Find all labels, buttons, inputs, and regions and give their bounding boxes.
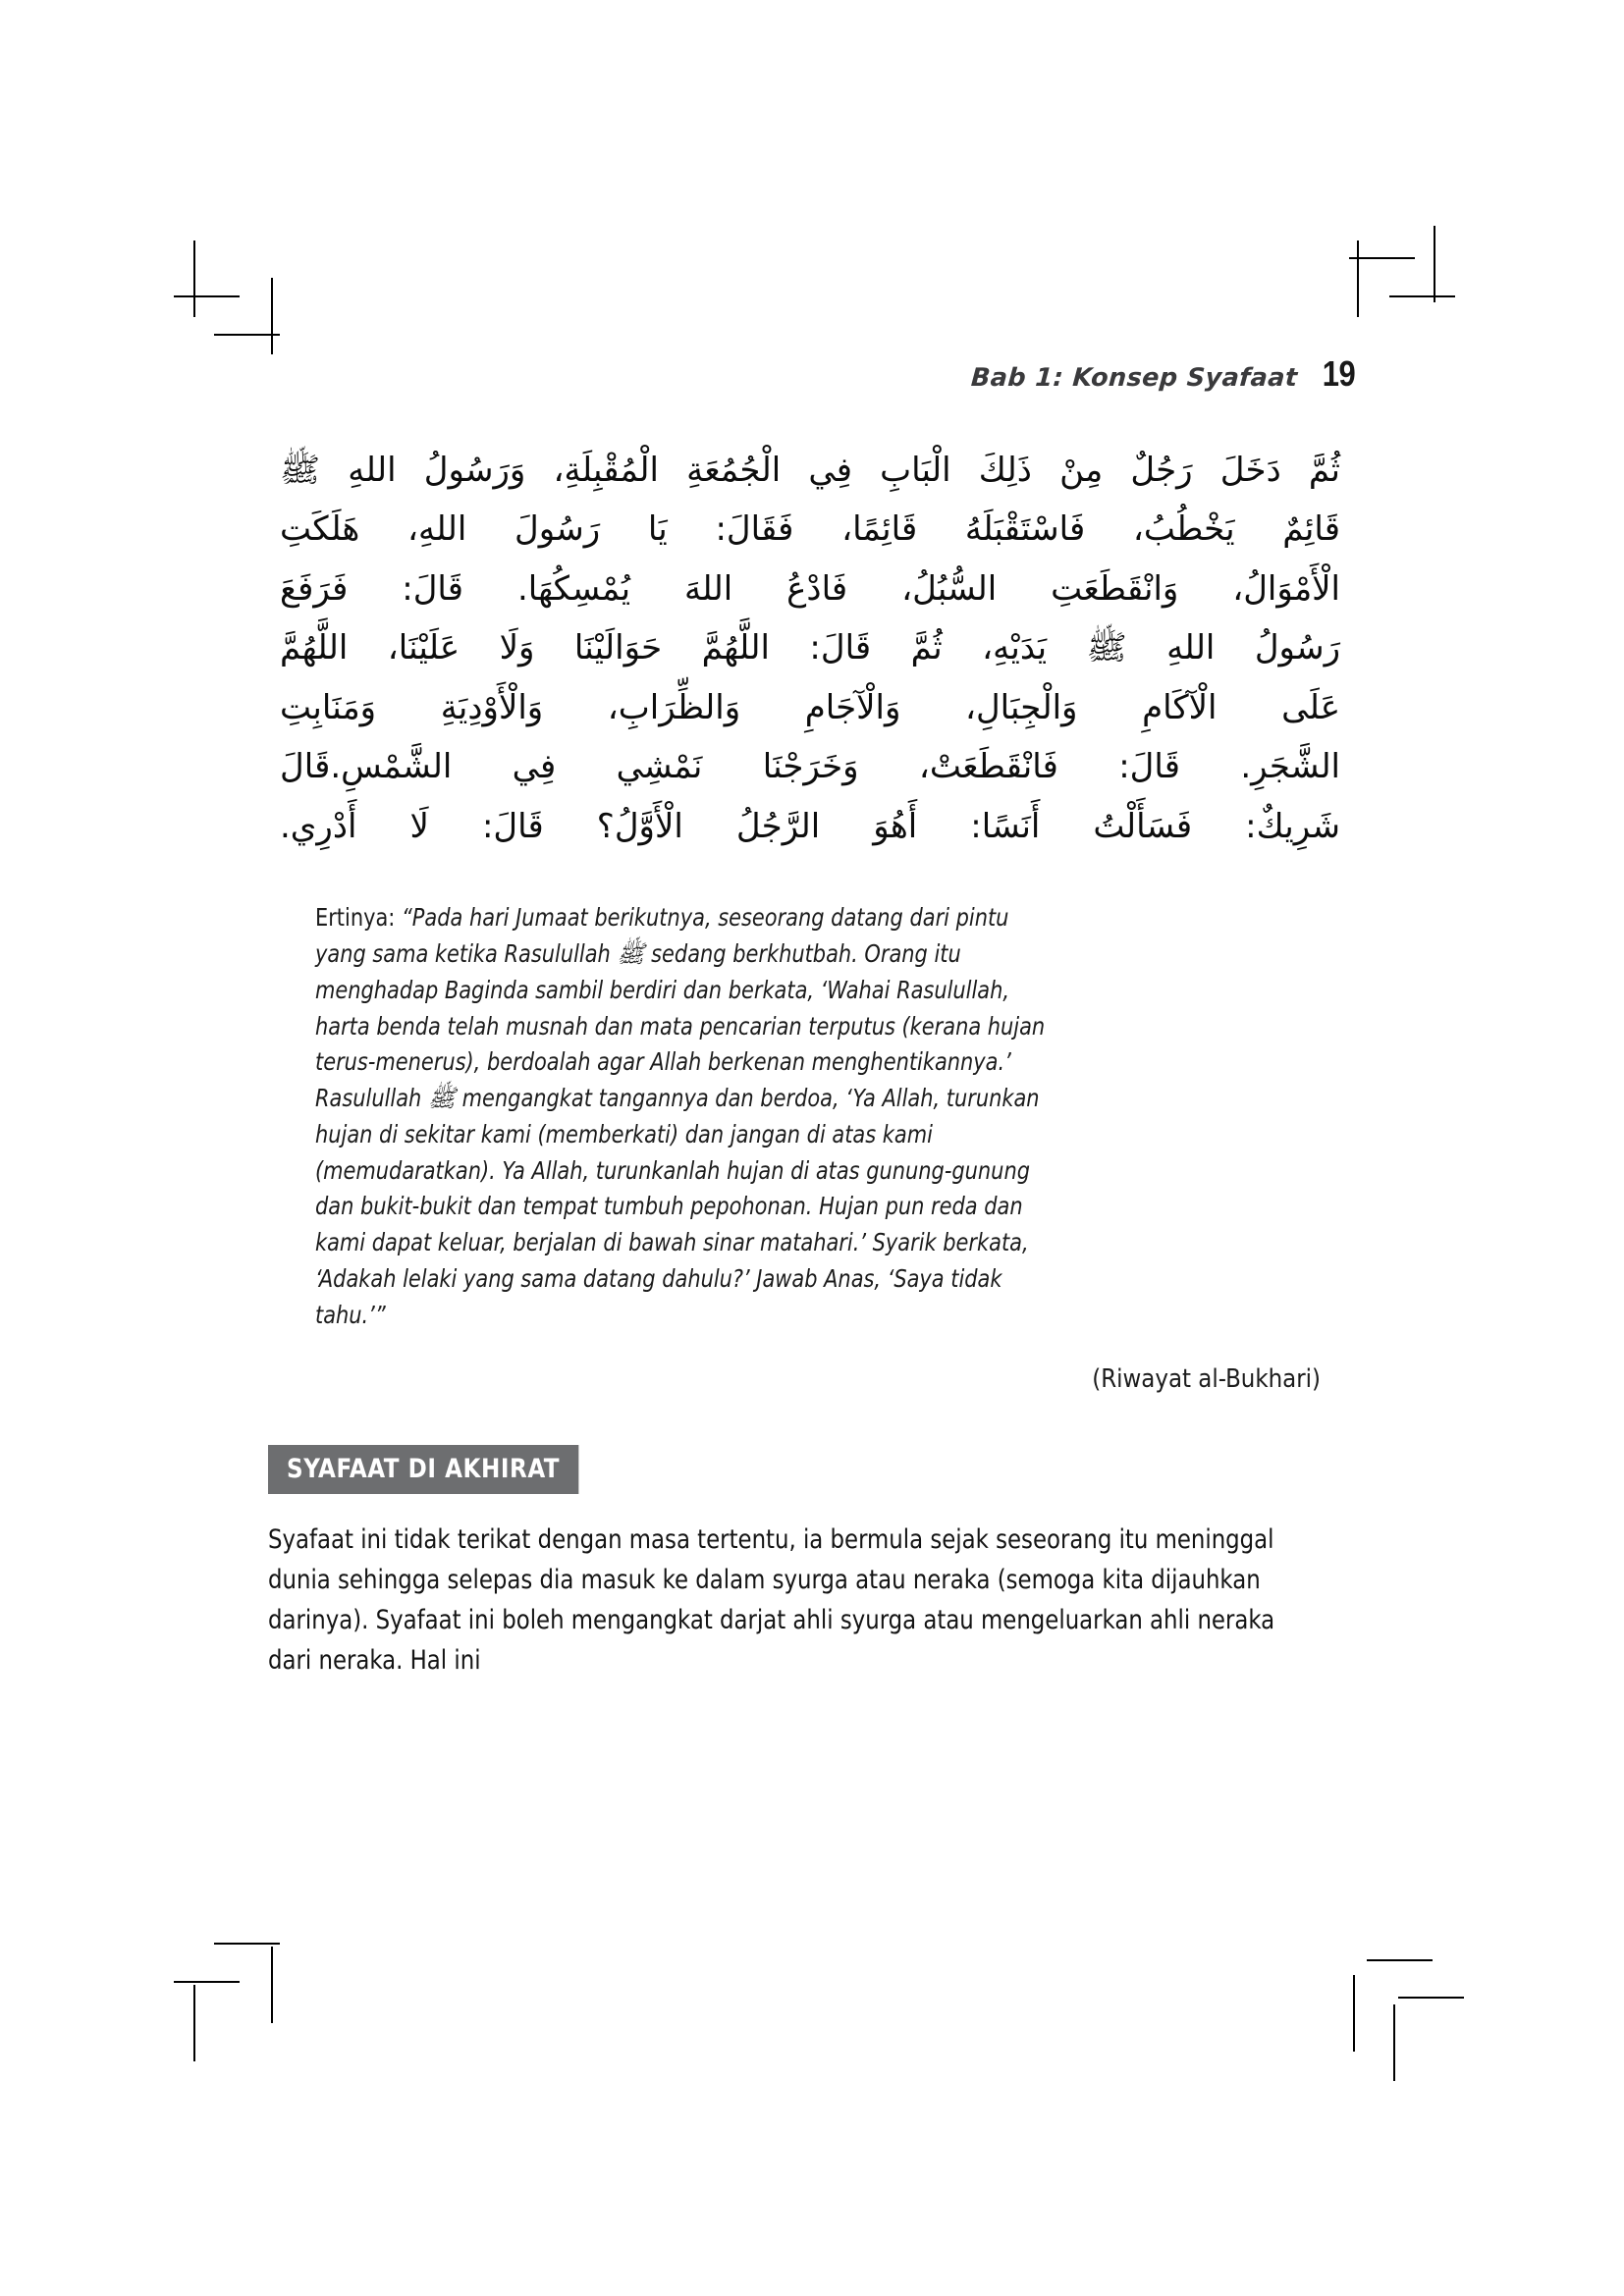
crop-mark-line <box>1349 257 1415 259</box>
page-content <box>268 353 1358 1681</box>
crop-mark-line <box>271 278 273 354</box>
crop-mark-line <box>1398 1997 1464 1999</box>
translation-quoted-text: “Pada hari Jumaat berikutnya, seseorang datang dari pintu yang sama ketika Rasulullah ﷺ sedang berkhutbah. Orang itu menghadap Baginda sambil berdiri dan berkata, ‘Wahai Rasulullah, harta benda telah musnah dan mata pencarian terputus (kerana hujan terus-menerus), berdoalah agar Allah berkenan menghentikannya.’ Rasulullah ﷺ mengangkat tangannya dan berdoa, ‘Ya Allah, turunkan hujan di sekitar kami (memberkati) dan jangan di atas kami (memudaratkan). Ya Allah, turunkanlah hujan di atas gunung-gunung dan bukit-bukit dan tempat tumbuh pepohonan. Hujan pun reda dan kami dapat keluar, berjalan di bawah sinar matahari.’ Syarik berkata, ‘Adakah lelaki yang sama datang dahulu?’ Jawab Anas, ‘Saya tidak tahu.’” <box>315 903 1046 1329</box>
arabic-line: شَرِيكٌ: فَسَأَلْتُ أَنَسًا: أَهُوَ الرَّجُلُ الْأَوَّلُ؟ قَالَ: لَا أَدْرِي. <box>280 806 1340 846</box>
crop-mark-line <box>193 240 195 317</box>
crop-mark-line <box>1353 1975 1355 2052</box>
crop-mark-line <box>214 1943 280 1945</box>
crop-mark-line <box>174 1981 240 1983</box>
page-number: 19 <box>1322 353 1356 394</box>
arabic-line: عَلَى الْآكَامِ وَالْجِبَالِ، وَالْآجَامِ وَالظِّرَابِ، وَالْأَوْدِيَةِ وَمَنَابِتِ <box>280 687 1340 727</box>
crop-mark-line <box>1393 2004 1395 2081</box>
crop-mark-line <box>1367 1959 1433 1961</box>
chapter-title: Bab 1: Konsep Syafaat <box>970 363 1300 393</box>
section-heading-banner: SYAFAAT DI AKHIRAT <box>268 1445 578 1494</box>
crop-mark-line <box>193 1985 195 2061</box>
crop-mark-line <box>214 334 280 336</box>
crop-mark-line <box>1357 240 1359 317</box>
crop-mark-line <box>1389 295 1455 297</box>
arabic-line: الشَّجَرِ. قَالَ: فَانْقَطَعَتْ، وَخَرَجْنَا نَمْشِي فِي الشَّمْسِ.قَالَ <box>280 747 1340 787</box>
crop-mark-line <box>1434 226 1435 302</box>
arabic-line: ثُمَّ دَخَلَ رَجُلٌ مِنْ ذَلِكَ الْبَابِ فِي الْجُمُعَةِ الْمُقْبِلَةِ، وَرَسُولُ اللهِ ﷺ <box>280 451 1340 490</box>
arabic-line: رَسُولُ اللهِ ﷺ يَدَيْهِ، ثُمَّ قَالَ: اللَّهُمَّ حَوَالَيْنَا وَلَا عَلَيْنَا، اللَّهُمَّ <box>280 628 1340 668</box>
crop-mark-line <box>271 1947 273 2023</box>
arabic-line: الْأَمْوَالُ، وَانْقَطَعَتِ السُّبُلُ، فَادْعُ اللهَ يُمْسِكُهَا. قَالَ: فَرَفَعَ <box>280 568 1340 609</box>
hadith-translation <box>315 900 1046 1333</box>
hadith-arabic-text <box>268 442 1358 855</box>
section-body-paragraph: Syafaat ini tidak terikat dengan masa tertentu, ia bermula sejak seseorang itu meninggal dunia sehingga selepas dia masuk ke dalam syurga atau neraka (semoga kita dijauhkan darinya). Syafaat ini boleh mengangkat darjat ahli syurga atau mengeluarkan ahli neraka dari neraka. Hal ini <box>268 1524 1275 1677</box>
running-header <box>268 353 1358 404</box>
hadith-attribution: (Riwayat al-Bukhari) <box>1092 1364 1321 1395</box>
translation-lead-label: Ertinya: <box>315 903 402 933</box>
arabic-line: قَائِمٌ يَخْطُبُ، فَاسْتَقْبَلَهُ قَائِمًا، فَقَالَ: يَا رَسُولَ اللهِ، هَلَكَتِ <box>280 509 1340 550</box>
crop-mark-line <box>174 295 240 297</box>
